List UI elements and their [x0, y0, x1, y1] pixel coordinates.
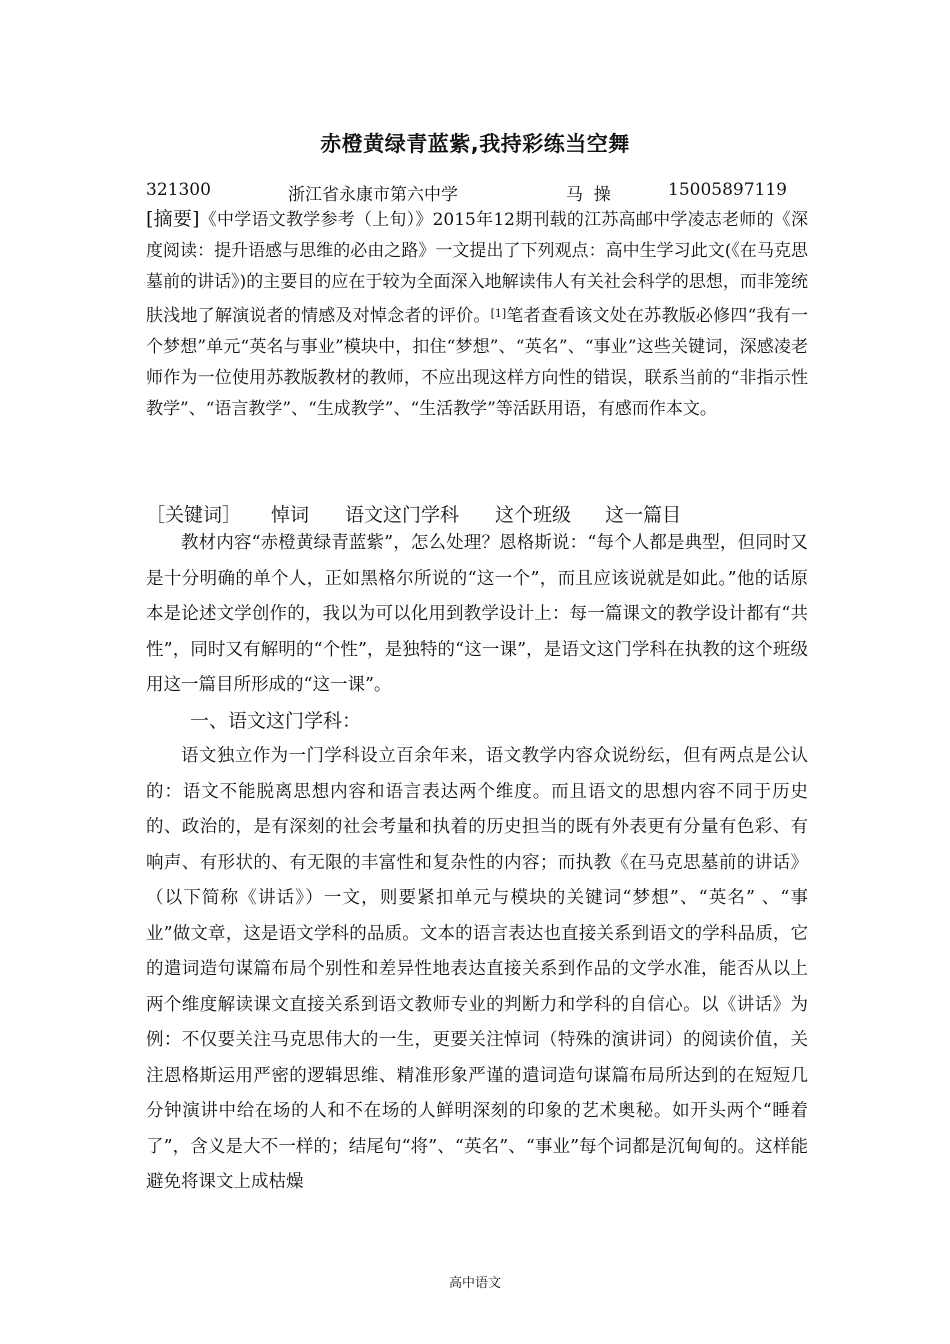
author-postcode: 321300	[146, 180, 211, 200]
author-phone: 15005897119	[668, 180, 787, 200]
abstract-text-part1: 《中学语文教学参考（上旬）》2015年12期刊载的江苏高邮中学凌志老师的《深度阅读：提升语感与思维的必由之路》一文提出了下列观点：高中生学习此文(《在马克思墓前的讲话》)的主要目的应在于较为全面深入地解读伟人有关社会科学的思想，而非笼统肤浅地了解演说者的情感及对悼念者的评价。	[146, 210, 808, 326]
abstract-label: [摘要]	[146, 208, 200, 230]
author-school: 浙江省永康市第六中学	[288, 185, 458, 205]
keywords-line	[146, 501, 808, 529]
author-info-line	[146, 180, 806, 204]
keyword-item: 语文这门学科	[345, 504, 460, 526]
abstract-paragraph	[146, 204, 808, 425]
article-title: 赤橙黄绿青蓝紫,我持彩练当空舞	[320, 132, 630, 156]
reference-marker: [1]	[490, 307, 507, 320]
keyword-item: 这个班级	[495, 504, 572, 526]
author-name: 马 操	[566, 185, 611, 205]
abstract-text-part2: 笔者查看该文处在苏教版必修四“我有一个梦想”单元“英名与事业”模块中，扣住“梦想”、“英名”、“事业”这些关键词，深感凌老师作为一位使用苏教版教材的教师，不应出现这样方向性的错误，联系当前的“非指示性教学”、“语言教学”、“生成教学”、“生活教学”等活跃用语，有感而作本文。	[146, 306, 809, 419]
section-paragraph: 语文独立作为一门学科设立百余年来，语文教学内容众说纷纭，但有两点是公认的：语文不能脱离思想内容和语言表达两个维度。而且语文的思想内容不同于历史的、政治的，是有深刻的社会考量和执着的历史担当的既有外表更有分量有色彩、有响声、有形状的、有无限的丰富性和复杂性的内容；而执教《在马克思墓前的讲话》（以下简称《讲话》）一文，则要紧扣单元与模块的关键词“梦想”、“英名” 、“事业”做文章，这是语文学科的品质。文本的语言表达也直接关系到语文的学科品质，它的遣词造句谋篇布局个别性和差异性地表达直接关系到作品的文学水准，能否从以上两个维度解读课文直接关系到语文教师专业的判断力和学科的自信心。以《讲话》为例：不仅要关注马克思伟大的一生，更要关注悼词（特殊的演讲词）的阅读价值，关注恩格斯运用严密的逻辑思维、精准形象严谨的遣词造句谋篇布局所达到的在短短几分钟演讲中给在场的人和不在场的人鲜明深刻的印象的艺术奥秘。如开头两个“睡着了”，含义是大不一样的；结尾句“将”、“英名”、“事业”每个词都是沉甸甸的。这样能避免将课文上成枯燥	[146, 746, 808, 1192]
section-heading: 一、语文这门学科：	[190, 710, 362, 732]
page-footer: 高中语文	[448, 1276, 501, 1291]
keyword-item: 这一篇目	[605, 504, 682, 526]
keywords-label: ［关键词］	[146, 504, 242, 526]
intro-paragraph: 教材内容“赤橙黄绿青蓝紫”，怎么处理？恩格斯说：“每个人都是典型，但同时又是十分明确的单个人，正如黑格尔所说的“这一个”，而且应该说就是如此。”他的话原本是论述文学创作的，我以为可以化用到教学设计上：每一篇课文的教学设计都有“共性”，同时又有解明的“个性”，是独特的“这一课”，是语文这门学科在执教的这个班级用这一篇目所形成的“这一课”。	[146, 533, 808, 695]
keyword-item: 悼词	[271, 504, 310, 526]
